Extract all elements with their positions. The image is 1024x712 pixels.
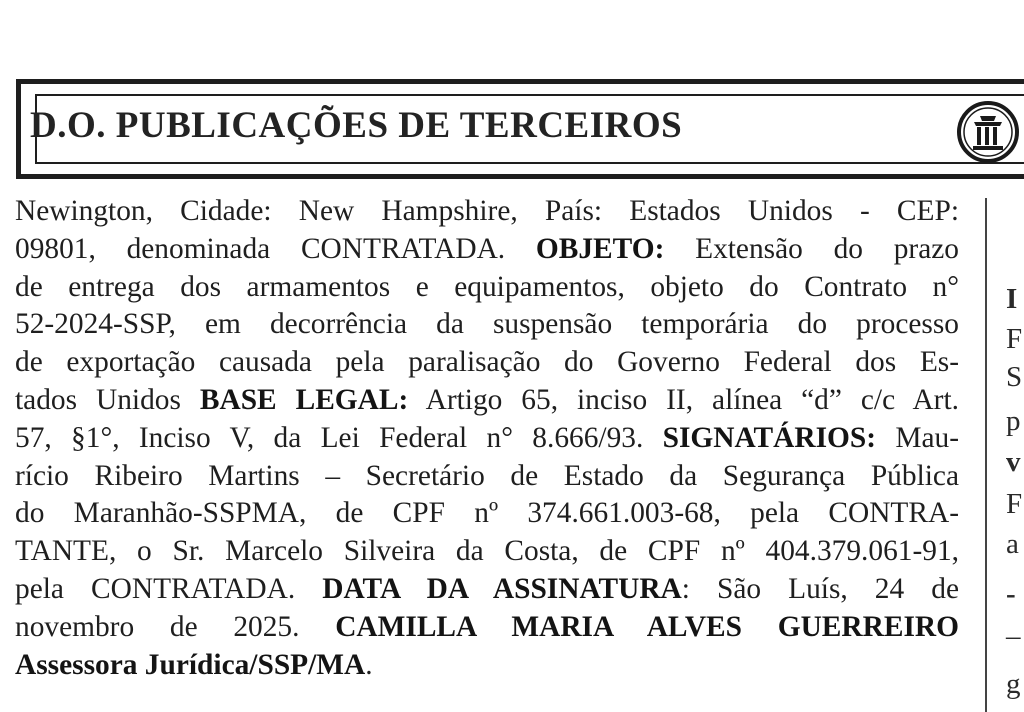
bold-text-segment: OBJETO: (535, 232, 665, 265)
text-line (15, 571, 959, 609)
text-segment: 09801, denominada CONTRATADA. (15, 232, 536, 265)
text-line (15, 420, 959, 458)
cutoff-text-fragment: F (1006, 323, 1023, 355)
text-segment: tados Unidos (15, 383, 200, 416)
column-divider (985, 198, 987, 712)
cutoff-text-fragment: p (1006, 405, 1021, 437)
cutoff-text-fragment: S (1006, 361, 1023, 393)
cutoff-text-fragment: I (1006, 283, 1018, 315)
page-title: D.O. PUBLICAÇÕES DE TERCEIROS (30, 105, 683, 146)
text-line (15, 231, 959, 269)
text-line (15, 306, 959, 344)
text-line (15, 344, 959, 382)
text-line (15, 609, 959, 647)
text-segment: Artigo 65, inciso II, alínea “d” c/c Art. (408, 383, 959, 416)
text-segment: 52-2024-SSP, em decorrência da suspensão temporária do processo (15, 308, 959, 341)
text-segment: pela CONTRATADA. (15, 572, 323, 605)
text-segment: de entrega dos armamentos e equipamentos, objeto do Contrato n° (15, 270, 959, 303)
text-segment: Mau- (876, 421, 960, 454)
text-segment: de exportação causada pela paralisação do Governo Federal dos Es- (15, 346, 959, 379)
text-line (15, 647, 959, 685)
bold-text-segment: BASE LEGAL: (199, 383, 409, 416)
text-line (15, 495, 959, 533)
text-line (15, 193, 959, 231)
cutoff-text-fragment: - (1006, 578, 1016, 610)
cutoff-text-fragment: – (1006, 620, 1021, 652)
text-segment: 57, §1°, Inciso V, da Lei Federal n° 8.666/93. (15, 421, 663, 454)
publication-body-text (15, 193, 959, 684)
text-segment: Newington, Cidade: New Hampshire, País: Estados Unidos - CEP: (15, 195, 959, 227)
cutoff-text-fragment: g (1006, 668, 1021, 700)
text-line (15, 269, 959, 307)
text-segment: . (365, 648, 373, 681)
cutoff-text-fragment: F (1006, 488, 1023, 520)
cutoff-text-fragment: v (1006, 446, 1021, 478)
bold-text-segment: DATA DA ASSINATURA (322, 572, 682, 605)
text-segment: : São Luís, 24 de (681, 572, 959, 605)
text-segment: TANTE, o Sr. Marcelo Silveira da Costa, de CPF nº 404.379.061-91, (15, 535, 959, 568)
text-segment: Extensão do prazo (664, 232, 959, 265)
bold-text-segment: Assessora Jurídica/SSP/MA (15, 648, 366, 681)
text-line (15, 458, 959, 496)
coat-of-arms-icon (956, 100, 1020, 164)
bold-text-segment: SIGNATÁRIOS: (662, 421, 877, 454)
text-segment: do Maranhão-SSPMA, de CPF nº 374.661.003-68, pela CONTRA- (15, 497, 959, 530)
bold-text-segment: CAMILLA MARIA ALVES GUERREIRO (335, 610, 959, 643)
text-segment: novembro de 2025. (15, 610, 336, 643)
text-line (15, 533, 959, 571)
cutoff-text-fragment: a (1006, 528, 1019, 560)
text-segment: rício Ribeiro Martins – Secretário de Estado da Segurança Pública (15, 459, 959, 492)
text-line (15, 382, 959, 420)
